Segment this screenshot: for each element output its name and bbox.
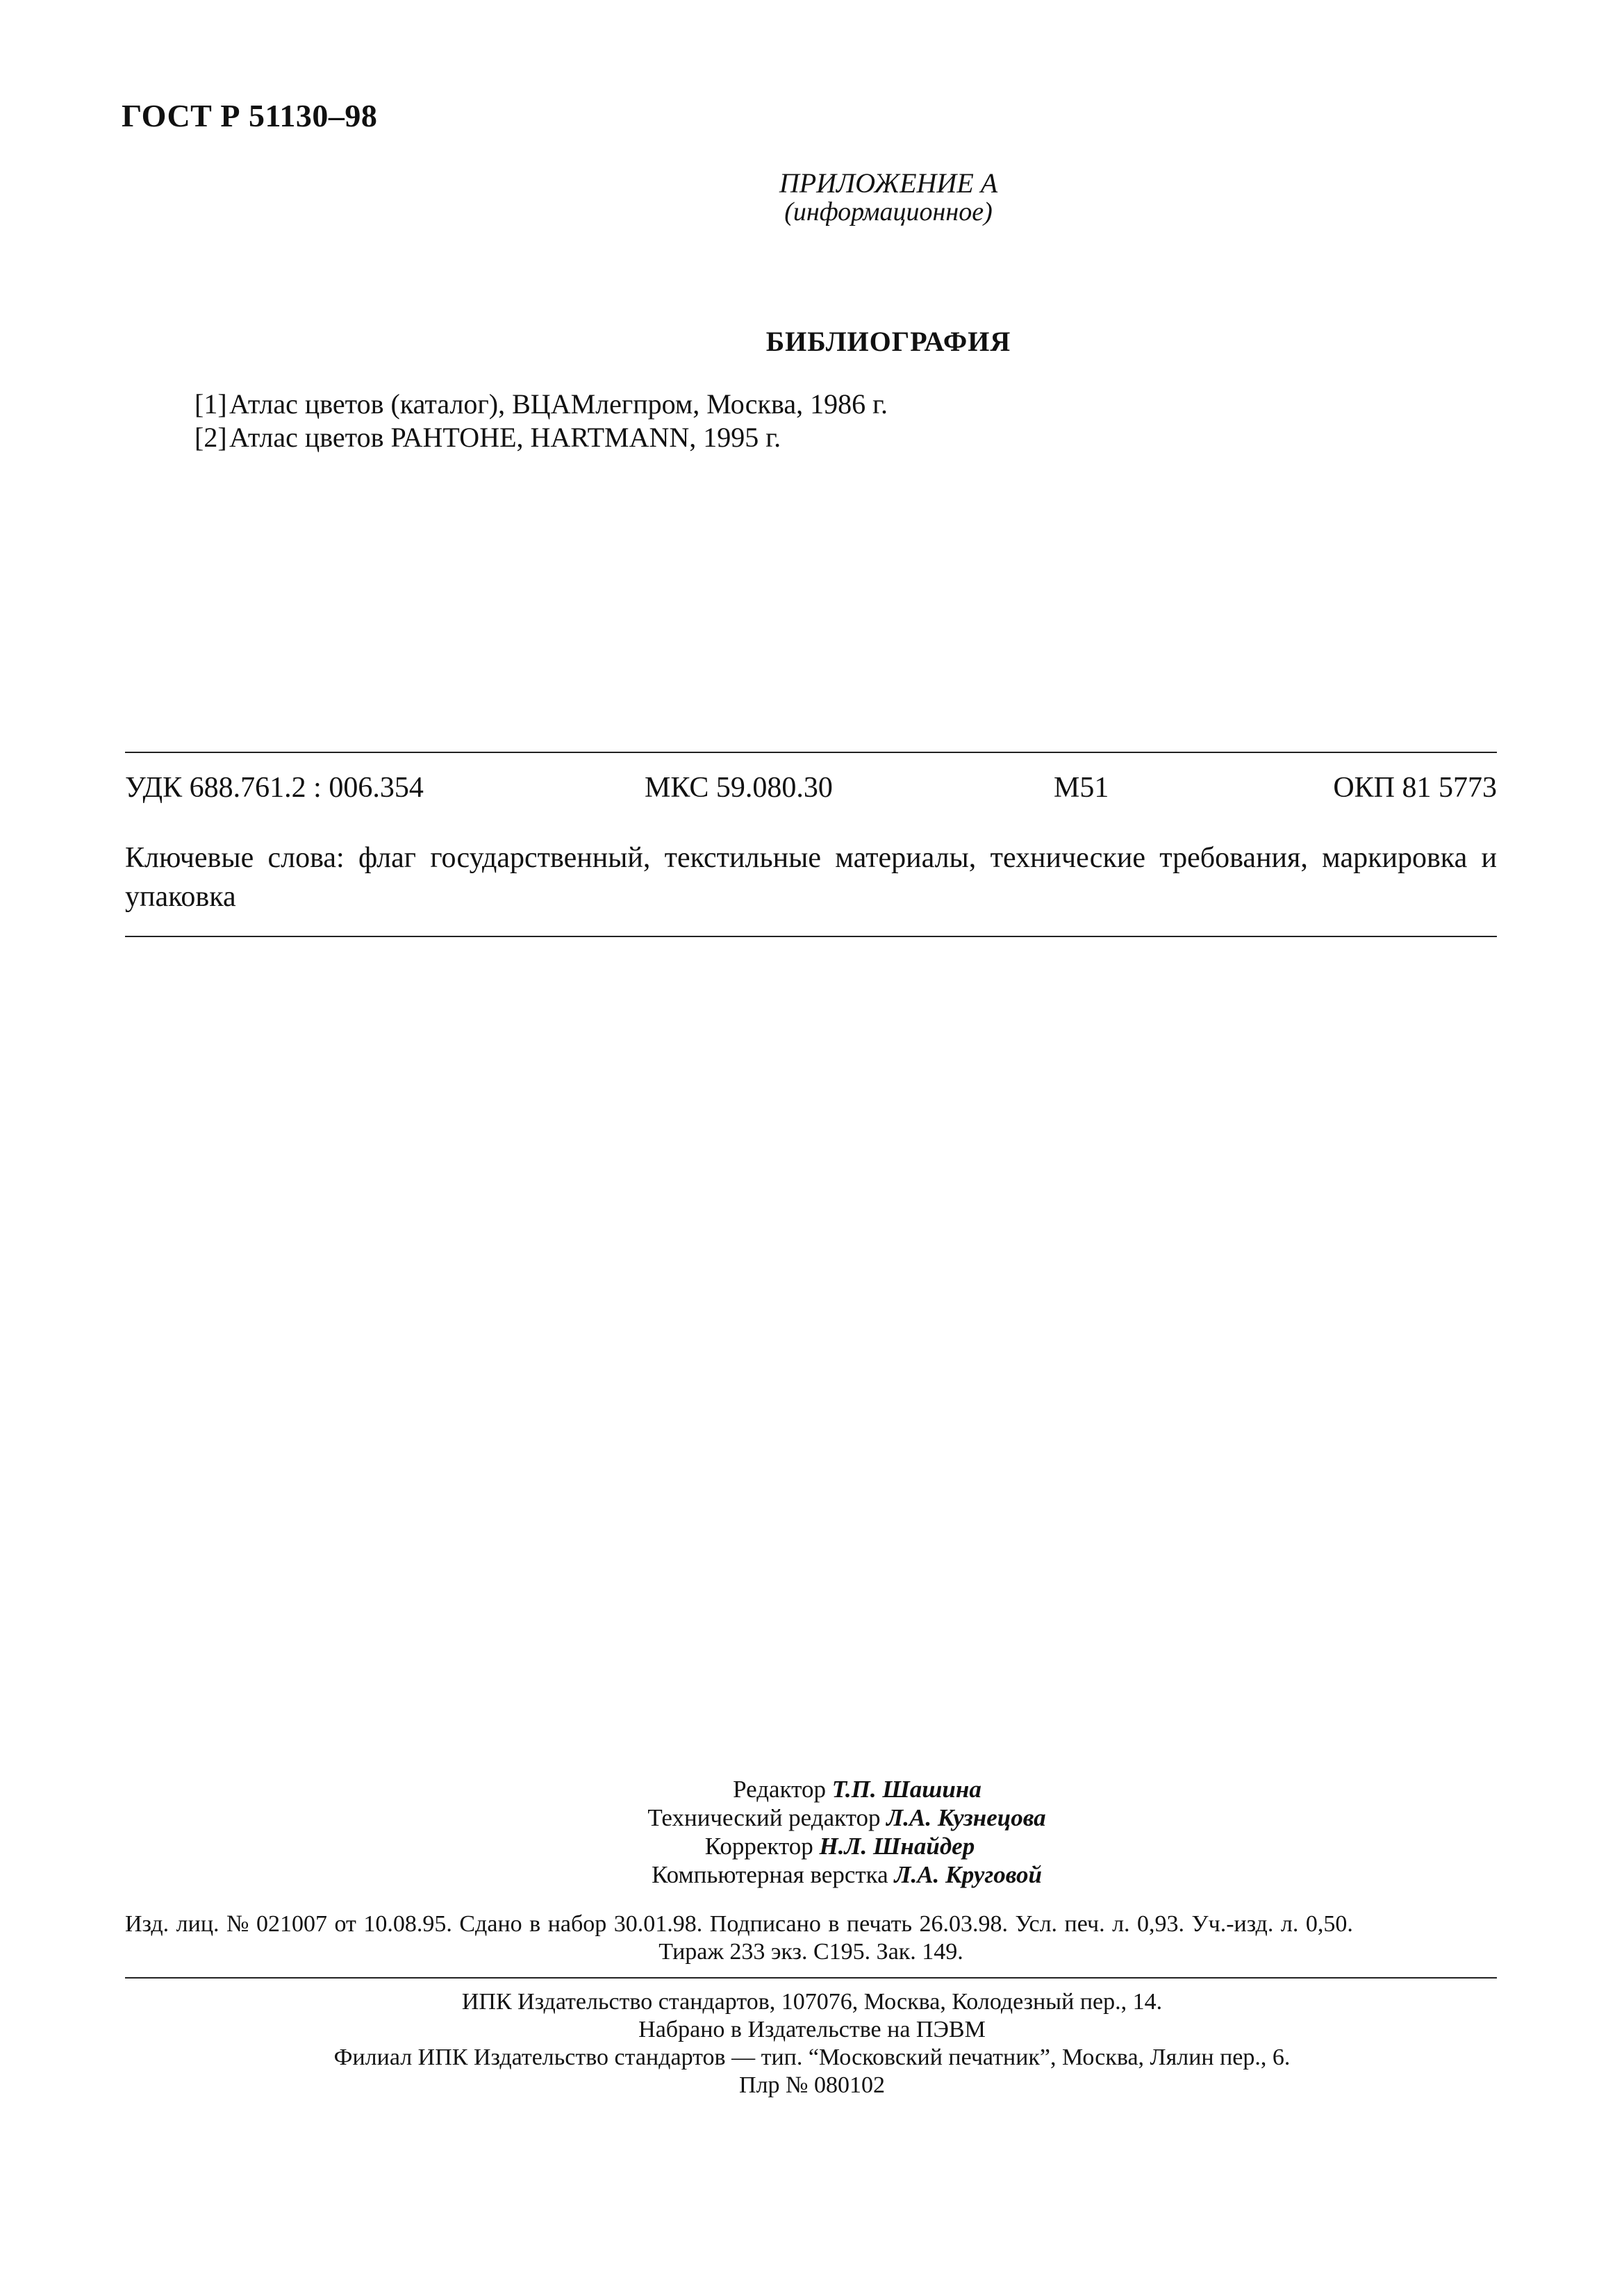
credit-tech-editor: [0, 1803, 1624, 1832]
credit-role: Корректор: [704, 1833, 813, 1860]
credit-name: Т.П. Шашина: [831, 1776, 981, 1803]
credit-role: Компьютерная верстка: [652, 1861, 888, 1888]
credit-name: Л.А. Кузнецова: [886, 1804, 1046, 1831]
printer-line-1: ИПК Издательство стандартов, 107076, Москва, Колодезный пер., 14.: [461, 1989, 1163, 2015]
document-code: ГОСТ Р 51130–98: [122, 98, 378, 133]
udk-code: УДК 688.761.2 : 006.354: [125, 772, 424, 804]
printer-line-4: Плр № 080102: [739, 2072, 885, 2098]
credit-name: Н.Л. Шнайдер: [819, 1833, 975, 1860]
printer-info: [0, 1988, 1624, 2099]
printer-line-2: Набрано в Издательстве на ПЭВМ: [638, 2017, 986, 2042]
bibliography-item: [194, 421, 888, 454]
class-code: М51: [1054, 772, 1109, 804]
credit-name: Л.А. Круговой: [894, 1861, 1042, 1888]
credit-role: Технический редактор: [647, 1804, 881, 1831]
bibliography-item-text: Атлас цветов (каталог), ВЦАМлегпром, Москва, 1986 г.: [229, 388, 888, 420]
mks-code: МКС 59.080.30: [645, 772, 833, 804]
okp-code: ОКП 81 5773: [1333, 772, 1497, 804]
bibliography-item: [194, 388, 888, 421]
credits-block: [0, 1775, 1624, 1889]
divider-bottom: [125, 1977, 1497, 1979]
divider-top: [125, 752, 1497, 753]
credit-editor: [0, 1775, 1624, 1803]
bibliography-title: БИБЛИОГРАФИЯ: [765, 326, 1011, 357]
publication-info: [125, 1910, 1497, 1966]
bibliography-list: [194, 388, 888, 454]
publication-line-1: Изд. лиц. № 021007 от 10.08.95. Сдано в набор 30.01.98. Подписано в печать 26.03.98. Усл. печ. л. 0,93. Уч.-изд. л. 0,50.: [125, 1911, 1353, 1937]
appendix-subtitle: (информационное): [784, 197, 993, 226]
bibliography-item-text: Атлас цветов РАНТОНЕ, HARTMANN, 1995 г.: [229, 422, 781, 453]
divider-keywords: [125, 936, 1497, 937]
credit-role: Редактор: [733, 1776, 826, 1803]
bibliography-item-number: [1]: [194, 388, 227, 420]
keywords-text: Ключевые слова: флаг государственный, текстильные материалы, технические требования, маркировка и упаковка: [125, 842, 1497, 913]
credit-proofreader: [0, 1832, 1624, 1860]
printer-line-3: Филиал ИПК Издательство стандартов — тип. “Московский печатник”, Москва, Лялин пер., 6.: [333, 2045, 1291, 2070]
appendix-title: ПРИЛОЖЕНИЕ А: [779, 167, 998, 199]
publication-line-2: Тираж 233 экз. С195. Зак. 149.: [658, 1939, 963, 1965]
credit-layout: [0, 1860, 1624, 1889]
bibliography-item-number: [2]: [194, 422, 227, 453]
